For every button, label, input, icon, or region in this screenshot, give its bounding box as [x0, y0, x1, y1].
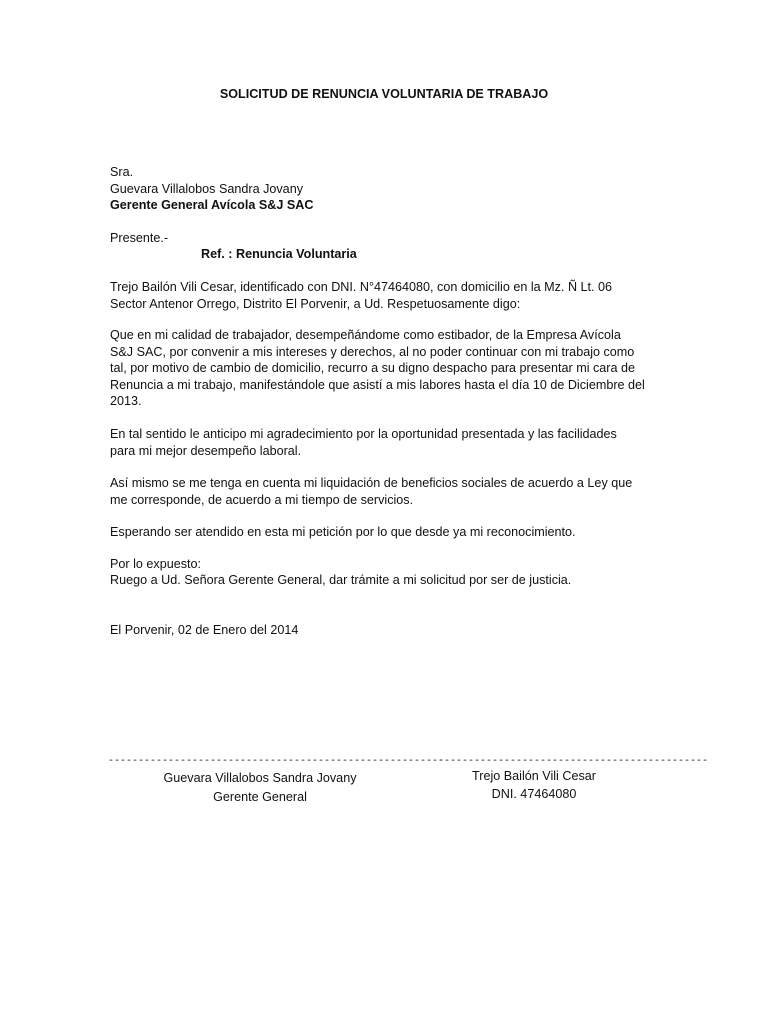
signature-line-right: ---------------------------------------------: [438, 756, 709, 767]
closing-text: Ruego a Ud. Señora Gerente General, dar trámite a mi solicitud por ser de justicia.: [110, 573, 572, 587]
recipient-position: Gerente General Avícola S&J SAC: [110, 198, 314, 212]
paragraph-line: 2013.: [110, 394, 142, 408]
signature-role-left: Gerente General: [213, 790, 307, 804]
intro-paragraph: [110, 279, 670, 312]
presente-label: Presente.-: [110, 231, 169, 245]
paragraph-line: me corresponde, de acuerdo a mi tiempo de servicios.: [110, 492, 414, 507]
signature-name-left: Guevara Villalobos Sandra Jovany: [163, 771, 357, 785]
intro-line: Trejo Bailón Vili Cesar, identificado con DNI. N°47464080, con domicilio en la Mz. Ñ Lt. 06: [110, 280, 613, 294]
paragraph-line: Así mismo se me tenga en cuenta mi liquidación de beneficios sociales de acuerdo a Ley que: [110, 476, 633, 490]
signature-line-left: --------------------------------------------------------: [108, 756, 445, 767]
paragraph-expectation: Esperando ser atendido en esta mi petición por lo que desde ya mi reconocimiento.: [110, 525, 576, 539]
document-title: SOLICITUD DE RENUNCIA VOLUNTARIA DE TRABAJO: [219, 87, 549, 101]
paragraph-line: En tal sentido le anticipo mi agradecimiento por la oportunidad presentada y las facilidades: [110, 427, 617, 441]
place-and-date: El Porvenir, 02 de Enero del 2014: [110, 623, 299, 637]
paragraph-gratitude: [110, 426, 670, 459]
closing-label: Por lo expuesto:: [110, 557, 202, 571]
intro-line: Sector Antenor Orrego, Distrito El Porvenir, a Ud. Respetuosamente digo:: [110, 296, 521, 311]
paragraph-line: Que en mi calidad de trabajador, desempeñándome como estibador, de la Empresa Avícola: [110, 328, 621, 342]
paragraph-liquidation: [110, 475, 670, 508]
signature-id-right: DNI. 47464080: [491, 787, 577, 801]
recipient-salutation: Sra.: [110, 165, 134, 179]
signature-name-right: Trejo Bailón Vili Cesar: [472, 769, 596, 783]
paragraph-line: Renuncia a mi trabajo, manifestándole que asistí a mis labores hasta el día 10 de Diciembre del: [110, 377, 645, 392]
reference-line: Ref. : Renuncia Voluntaria: [201, 247, 357, 261]
paragraph-line: para mi mejor desempeño laboral.: [110, 443, 302, 458]
paragraph-resignation: [110, 327, 670, 410]
paragraph-line: S&J SAC, por convenir a mis intereses y derechos, al no poder continuar con mi trabajo como: [110, 344, 635, 359]
paragraph-line: tal, por motivo de cambio de domicilio, recurro a su digno despacho para presentar mi cara de: [110, 361, 636, 375]
recipient-name: Guevara Villalobos Sandra Jovany: [110, 182, 303, 196]
